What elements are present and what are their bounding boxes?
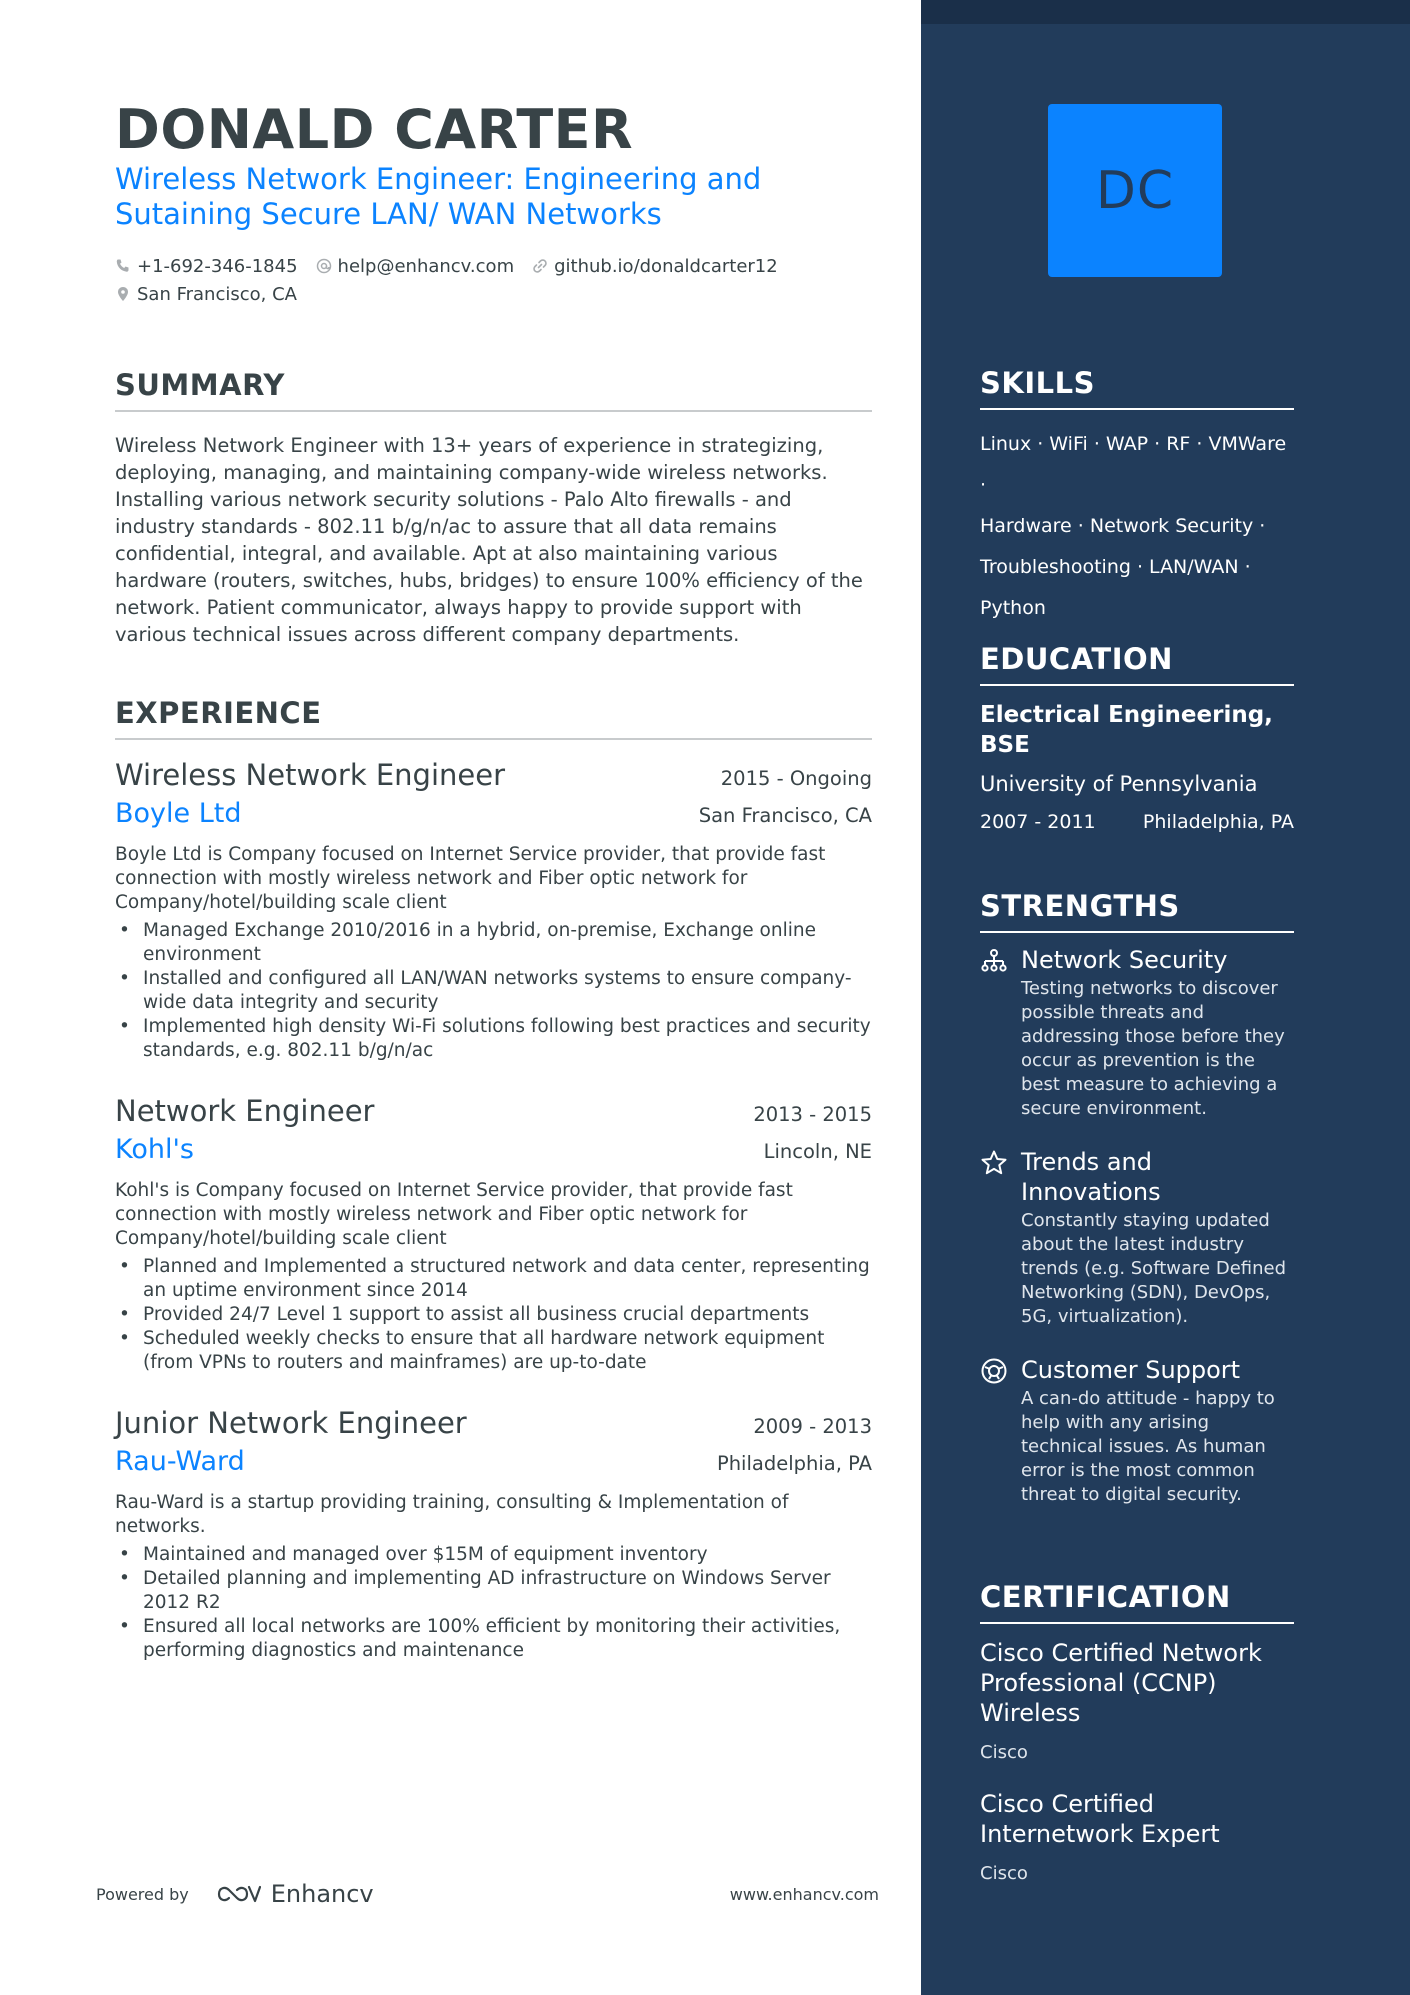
job-bullet: • Managed Exchange 2010/2016 in a hybrid, on-premise, Exchange online environment xyxy=(115,919,872,967)
email-text: help@enhancv.com xyxy=(337,255,515,277)
job-dates: 2009 - 2013 xyxy=(753,1415,872,1438)
job-bullets xyxy=(115,1255,872,1375)
certification-issuer: Cisco xyxy=(980,1863,1028,1884)
contact-phone[interactable] xyxy=(115,256,298,277)
strength-item xyxy=(980,945,1294,1121)
skills-line: Linux · WiFi · WAP · RF · VMWare · xyxy=(980,433,1287,496)
education-dates: 2007 - 2011 xyxy=(980,811,1096,833)
certification-heading: CERTIFICATION xyxy=(980,1580,1294,1624)
company-name[interactable]: Kohl's xyxy=(115,1134,194,1165)
education-degree: Electrical Engineering, BSE xyxy=(980,702,1273,758)
strength-description: A can-do attitude - happy to help with any arising technical issues. As human error is the most common threat to digital security. xyxy=(1021,1388,1275,1505)
summary-heading: SUMMARY xyxy=(115,368,872,412)
skills-line: Python xyxy=(980,597,1046,619)
candidate-name: DONALD CARTER xyxy=(115,98,634,161)
at-icon xyxy=(316,258,332,274)
job-bullet: • Installed and configured all LAN/WAN networks systems to ensure company-wide data integrity and security xyxy=(115,967,872,1015)
strength-title: Customer Support xyxy=(1021,1356,1241,1384)
job-bullet: • Detailed planning and implementing AD infrastructure on Windows Server 2012 R2 xyxy=(115,1567,872,1615)
company-name[interactable]: Rau-Ward xyxy=(115,1446,245,1477)
job-bullet: • Ensured all local networks are 100% efficient by monitoring their activities, performing diagnostics and maintenance xyxy=(115,1615,872,1663)
job-location: San Francisco, CA xyxy=(698,804,872,827)
job-bullet: • Planned and Implemented a structured network and data center, representing an uptime environment since 2014 xyxy=(115,1255,872,1303)
job-bullet: • Maintained and managed over $15M of equipment inventory xyxy=(115,1543,872,1567)
education-section xyxy=(980,642,1294,833)
contact-email[interactable] xyxy=(316,256,515,277)
job-bullet: • Implemented high density Wi-Fi solutions following best practices and security standards, e.g. 802.11 b/g/n/ac xyxy=(115,1015,872,1063)
phone-icon xyxy=(115,258,131,274)
support-icon xyxy=(980,1357,1008,1385)
strength-item xyxy=(980,1147,1294,1329)
experience-heading: EXPERIENCE xyxy=(115,696,872,740)
certification-name: Cisco Certified Internetwork Expert xyxy=(980,1790,1220,1848)
certification-item xyxy=(980,1638,1294,1763)
education-heading: EDUCATION xyxy=(980,642,1294,686)
star-icon xyxy=(980,1149,1008,1177)
contact-info xyxy=(115,252,872,308)
certification-issuer: Cisco xyxy=(980,1742,1028,1763)
certification-section xyxy=(980,1580,1294,1884)
skills-line: Hardware · Network Security · xyxy=(980,515,1266,537)
company-description: Kohl's is Company focused on Internet Service provider, that provide fast connection with mostly wireless network and Fiber optic network for Company/hotel/building scale client xyxy=(115,1180,793,1249)
company-description: Rau-Ward is a startup providing training, consulting & Implementation of networks. xyxy=(115,1492,789,1537)
strengths-heading: STRENGTHS xyxy=(980,889,1294,933)
sidebar xyxy=(921,0,1410,1995)
enhancv-logo-icon xyxy=(215,1882,261,1906)
job-title: Junior Network Engineer xyxy=(115,1406,467,1440)
job-bullets xyxy=(115,1543,872,1663)
skills-section xyxy=(980,366,1294,629)
strength-title: Network Security xyxy=(1021,946,1228,974)
link-icon xyxy=(532,258,548,274)
job-dates: 2013 - 2015 xyxy=(753,1103,872,1126)
strength-description: Testing networks to discover possible threats and addressing those before they occur as prevention is the best measure to achieving a secure environment. xyxy=(1021,978,1285,1119)
contact-website[interactable] xyxy=(532,256,778,277)
job-bullet: • Provided 24/7 Level 1 support to assist all business crucial departments xyxy=(115,1303,872,1327)
brand-logo[interactable] xyxy=(215,1880,374,1908)
job-bullets xyxy=(115,919,872,1063)
brand-name: Enhancv xyxy=(270,1880,374,1908)
location-text: San Francisco, CA xyxy=(137,283,297,305)
experience-entry xyxy=(115,1094,872,1375)
footer xyxy=(96,1880,879,1908)
sidebar-top-bar xyxy=(921,0,1410,24)
experience-entry xyxy=(115,1406,872,1663)
summary-text: Wireless Network Engineer with 13+ years of experience in strategizing, deploying, managing, and maintaining company-wide wireless networks. Installing various network security solutions - Palo Alto firewalls - and industry standards - 802.11 b/g/n/ac to assure that all data remains confidential, integral, and available. Apt at also maintaining various hardware (routers, switches, hubs, bridges) to ensure 100% efficiency of the network. Patient communicator, always happy to provide support with various technical issues across different company departments. xyxy=(115,434,863,646)
job-title: Wireless Network Engineer xyxy=(115,758,506,792)
avatar xyxy=(1048,104,1222,277)
education-school: University of Pennsylvania xyxy=(980,772,1258,796)
strength-item xyxy=(980,1355,1294,1507)
company-name[interactable]: Boyle Ltd xyxy=(115,798,242,829)
location-pin-icon xyxy=(115,286,131,302)
skills-line: Troubleshooting · LAN/WAN · xyxy=(980,556,1251,578)
strength-description: Constantly staying updated about the latest industry trends (e.g. Software Defined Networking (SDN), DevOps, 5G, virtualization). xyxy=(1021,1210,1287,1327)
job-dates: 2015 - Ongoing xyxy=(720,767,872,790)
strength-title: Trends and Innovations xyxy=(1021,1148,1161,1206)
job-title: Network Engineer xyxy=(115,1094,375,1128)
powered-by-text: Powered by xyxy=(96,1884,189,1904)
job-location: Lincoln, NE xyxy=(763,1140,872,1163)
certification-item xyxy=(980,1789,1294,1884)
network-icon xyxy=(980,947,1008,975)
certification-name: Cisco Certified Network Professional (CCNP) Wireless xyxy=(980,1639,1262,1727)
footer-website[interactable]: www.enhancv.com xyxy=(729,1884,879,1904)
company-description: Boyle Ltd is Company focused on Internet Service provider, that provide fast connection with mostly wireless network and Fiber optic network for Company/hotel/building scale client xyxy=(115,844,826,913)
education-location: Philadelphia, PA xyxy=(1142,811,1294,833)
avatar-initials: DC xyxy=(1095,160,1175,221)
website-text: github.io/donaldcarter12 xyxy=(554,255,778,277)
job-bullet: • Scheduled weekly checks to ensure that all hardware network equipment (from VPNs to routers and mainframes) are up-to-date xyxy=(115,1327,872,1375)
job-location: Philadelphia, PA xyxy=(716,1452,872,1475)
strengths-section xyxy=(980,889,1294,1533)
candidate-title: Wireless Network Engineer: Engineering and Sutaining Secure LAN/ WAN Networks xyxy=(115,162,762,231)
contact-location xyxy=(115,284,297,305)
experience-entry xyxy=(115,758,872,1063)
phone-text: +1-692-346-1845 xyxy=(137,255,298,277)
skills-heading: SKILLS xyxy=(980,366,1294,410)
